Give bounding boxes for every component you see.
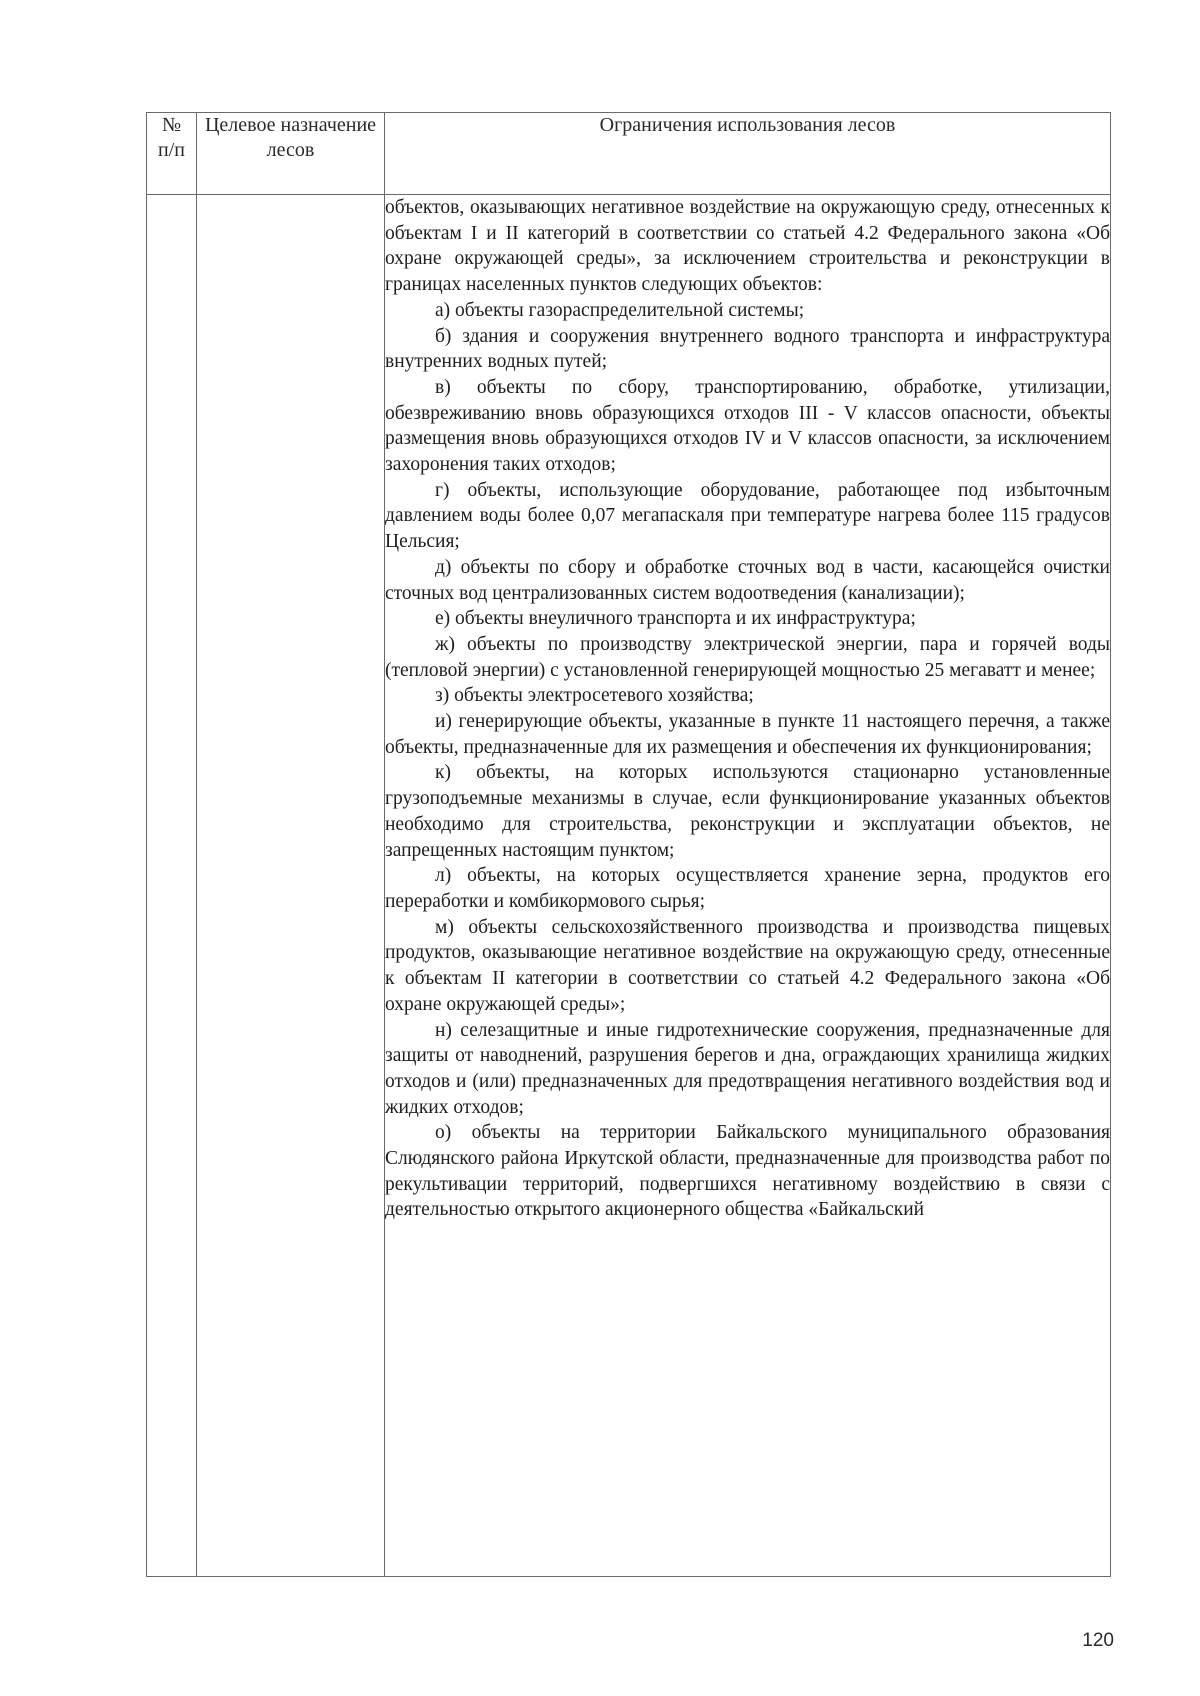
header-restrictions-label: Ограничения использования лесов (599, 114, 896, 136)
restriction-paragraph: г) объекты, использующие оборудование, работающее под избыточным давлением воды более 0,07 мегапаскаля при температуре нагрева более 115 градусов Цельсия; (385, 479, 1110, 553)
table-header-row (147, 113, 1111, 195)
restriction-paragraph: к) объекты, на которых используются стационарно установленные грузоподъемные механизмы в случае, если функционирование указанных объектов необходимо для строительства, реконструкции и эксплуатации объектов, не запрещенных настоящим пунктом; (385, 762, 1110, 861)
restriction-paragraph: в) объекты по сбору, транспортированию, обработке, утилизации, обезвреживанию вновь образующихся отходов III - V классов опасности, объекты размещения вновь образующихся отходов IV и V классов опасности, за исключением захоронения таких отходов; (385, 376, 1110, 476)
header-restrictions (385, 113, 1111, 195)
forest-restrictions-table (146, 112, 1111, 1577)
header-num (147, 113, 197, 195)
page-number: 120 (1082, 1630, 1114, 1651)
restriction-paragraph: и) генерирующие объекты, указанные в пункте 11 настоящего перечня, а также объекты, предназначенные для их размещения и обеспечения их функционирования; (385, 711, 1110, 758)
header-purpose (197, 113, 385, 195)
restriction-paragraph: д) объекты по сбору и обработке сточных вод в части, касающейся очистки сточных вод централизованных систем водоотведения (канализации); (385, 556, 1110, 604)
restriction-paragraph: е) объекты внеуличного транспорта и их инфраструктура; (435, 608, 916, 630)
restriction-paragraph: о) объекты на территории Байкальского муниципального образования Слюдянского района Иркутской области, предназначенные для производства работ по рекультивации территорий, подвергшихся негативному воздействию в связи с деятельностью открытого акционерного общества «Байкальский (385, 1122, 1110, 1221)
restriction-paragraph: а) объекты газораспределительной системы; (435, 299, 805, 321)
cell-num (147, 195, 197, 1577)
header-purpose-label: Целевое назначение лесов (204, 114, 377, 161)
restriction-paragraph: ж) объекты по производству электрической энергии, пара и горячей воды (тепловой энергии) с установленной генерирующей мощностью 25 мегаватт и менее; (385, 633, 1110, 681)
table-row (147, 195, 1111, 1577)
restriction-paragraph: б) здания и сооружения внутреннего водного транспорта и инфраструктура внутренних водных путей; (385, 325, 1110, 373)
restriction-paragraph: м) объекты сельскохозяйственного производства и производства пищевых продуктов, оказывающие негативное воздействие на окружающую среду, отнесенные к объектам II категории в соответствии со статьей 4.2 Федерального закона «Об охране окружающей среды»; (385, 916, 1110, 1015)
restriction-paragraph: з) объекты электросетевого хозяйства; (435, 685, 754, 707)
cell-restrictions (385, 195, 1111, 1577)
cell-purpose (197, 195, 385, 1577)
restriction-paragraph: объектов, оказывающих негативное воздействие на окружающую среду, отнесенных к объектам I и II категорий в соответствии со статьей 4.2 Федерального закона «Об охране окружающей среды», за исключением строительства и реконструкции в границах населенных пунктов следующих объектов: (385, 197, 1110, 296)
header-num-label: № п/п (158, 114, 185, 161)
restriction-paragraph: н) селезащитные и иные гидротехнические сооружения, предназначенные для защиты от наводнений, разрушения берегов и дна, ограждающих хранилища жидких отходов и (или) предназначенных для предотвращения негативного воздействия вод и жидких отходов; (385, 1019, 1110, 1118)
restrictions-text (385, 195, 1110, 1223)
restriction-paragraph: л) объекты, на которых осуществляется хранение зерна, продуктов его переработки и комбикормового сырья; (385, 865, 1110, 912)
